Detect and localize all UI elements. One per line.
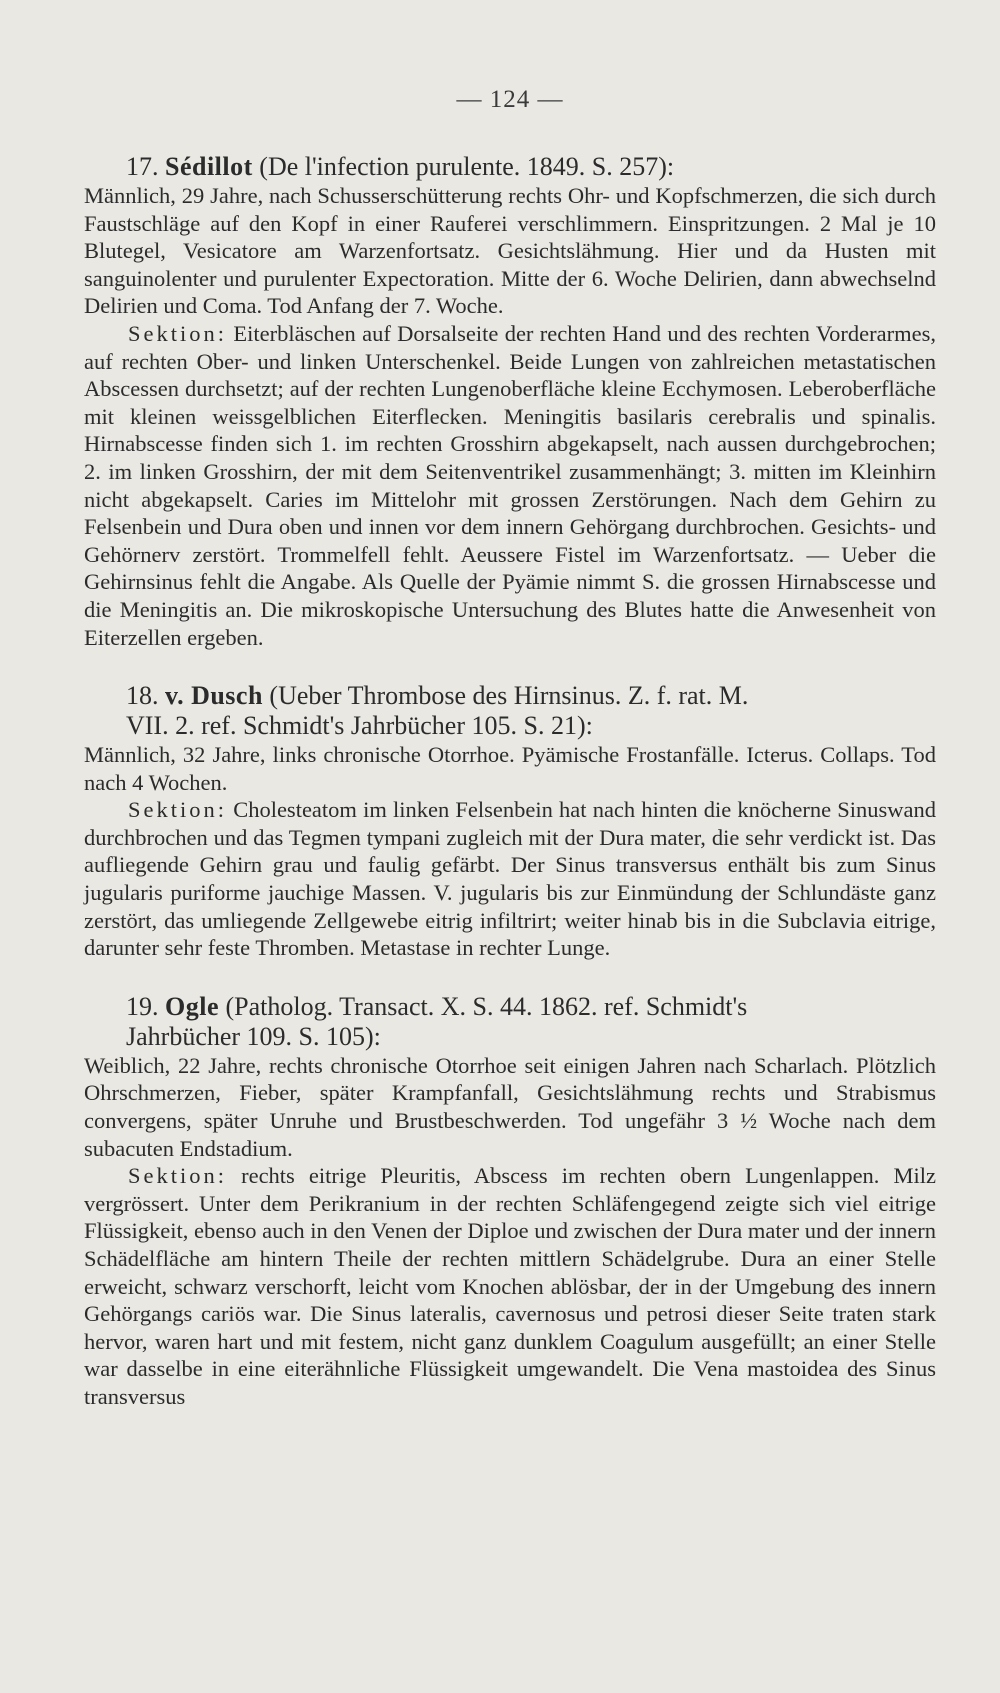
case-author: Sédillot	[165, 152, 253, 181]
case-heading	[84, 992, 936, 1052]
case-18	[84, 681, 936, 962]
case-heading	[84, 152, 936, 182]
case-citation-continued: VII. 2. ref. Schmidt's Jahrbücher 105. S. 21):	[126, 711, 593, 741]
case-sektion-text: rechts eitrige Pleuritis, Abscess im rechten obern Lungenlappen. Milz vergrössert. Unter dem Perikranium in der rechten Schläfengegend zeigte sich viel eitrige Flüssigkeit, ebenso auch in den Venen der Diploe und zwischen der Dura mater und der innern Schädelfläche am hintern Theile der rechten mittlern Schädelgrube. Dura an einer Stelle erweicht, schwarz verschorft, leicht vom Knochen ablösbar, der in der Umgebung des innern Gehörgangs cariös war. Die Sinus lateralis, cavernosus und petrosi dieser Seite traten stark hervor, waren hart und mit festem, nicht ganz dunklem Coagulum ausgefüllt; an einer Stelle war dasselbe in eine eiterähnliche Flüssigkeit umgewandelt. Die Vena mastoidea des Sinus transversus	[84, 1163, 936, 1409]
case-sektion-paragraph	[84, 1162, 936, 1410]
case-author: v. Dusch	[165, 681, 263, 711]
case-sektion-text: Cholesteatom im linken Felsenbein hat nach hinten die knöcherne Sinuswand durchbrochen und das Tegmen tympani zugleich mit der Dura mater, die sehr verdickt ist. Das aufliegende Gehirn grau und faulig gefärbt. Der Sinus transversus enthält bis zum Sinus jugularis puriforme jauchige Massen. V. jugularis bis zur Einmündung der Schlundäste ganz zerstört, das umliegende Zellgewebe eitrig infiltrirt; weiter hinab bis in die Subclavia eitrige, darunter sehr feste Thromben. Metastase in rechter Lunge.	[84, 797, 936, 961]
case-clinical-text: Männlich, 29 Jahre, nach Schusserschütterung rechts Ohr- und Kopfschmerzen, die sich durch Faustschläge auf den Kopf in einer Rauferei verschlimmern. Einspritzungen. 2 Mal je 10 Blutegel, Vesicatore am Warzenfortsatz. Gesichtslähmung. Hier und da Husten mit sanguinolenter und purulenter Expectoration. Mitte der 6. Woche Delirien, dann abwechselnd Delirien und Coma. Tod Anfang der 7. Woche.	[84, 183, 936, 319]
case-19	[84, 992, 936, 1411]
case-citation-continued: Jahrbücher 109. S. 105):	[126, 1021, 381, 1051]
case-17	[84, 152, 936, 651]
sektion-label: Sektion:	[128, 1163, 228, 1189]
case-heading	[84, 681, 936, 741]
page-number: — 124 —	[456, 86, 564, 113]
case-number: 19.	[126, 991, 159, 1021]
sektion-label: Sektion:	[128, 320, 228, 346]
case-clinical-text: Männlich, 32 Jahre, links chronische Otorrhoe. Pyämische Frostanfälle. Icterus. Collaps. Tod nach 4 Wochen.	[84, 742, 936, 795]
case-author: Ogle	[165, 991, 219, 1021]
case-citation: (De l'infection purulente. 1849. S. 257):	[259, 152, 675, 181]
case-sektion-paragraph	[84, 320, 936, 651]
case-citation: (Patholog. Transact. X. S. 44. 1862. ref. Schmidt's	[225, 991, 748, 1021]
case-number: 18.	[126, 681, 159, 711]
case-citation: (Ueber Thrombose des Hirnsinus. Z. f. rat. M.	[269, 681, 749, 711]
case-clinical-text: Weiblich, 22 Jahre, rechts chronische Otorrhoe seit einigen Jahren nach Scharlach. Plötzlich Ohrschmerzen, Fieber, später Krampfanfall, Gesichtslähmung rechts und Strabismus convergens, später Unruhe und Brustbeschwerden. Tod ungefähr 3 ½ Woche nach dem subacuten Endstadium.	[84, 1052, 936, 1161]
sektion-label: Sektion:	[128, 797, 228, 823]
case-sektion-text: Eiterbläschen auf Dorsalseite der rechten Hand und des rechten Vorderarmes, auf rechten Ober- und linken Unterschenkel. Beide Lungen von zahlreichen metastatischen Abscessen durchsetzt; auf der rechten Lungenoberfläche kleine Ecchymosen. Leberoberfläche mit kleinen weissgelblichen Eiterflecken. Meningitis basilaris cerebralis und spinalis. Hirnabscesse finden sich 1. im rechten Grosshirn abgekapselt, nach aussen durchgebrochen; 2. im linken Grosshirn, der mit dem Seitenventrikel zusammenhängt; 3. mitten im Kleinhirn nicht abgekapselt. Caries im Mittelohr mit grossen Zerstörungen. Nach dem Gehirn zu Felsenbein und Dura oben und innen vor dem innern Gehörgang durchbrochen. Gesichts- und Gehörnerv zerstört. Trommelfell fehlt. Aeussere Fistel im Warzenfortsatz. — Ueber die Gehirnsinus fehlt die Angabe. Als Quelle der Pyämie nimmt S. die grossen Hirnabscesse und die Meningitis an. Die mikroskopische Untersuchung des Blutes hatte die Anwesenheit von Eiterzellen ergeben.	[84, 320, 937, 650]
case-sektion-paragraph	[84, 796, 936, 962]
case-number: 17.	[126, 152, 159, 181]
